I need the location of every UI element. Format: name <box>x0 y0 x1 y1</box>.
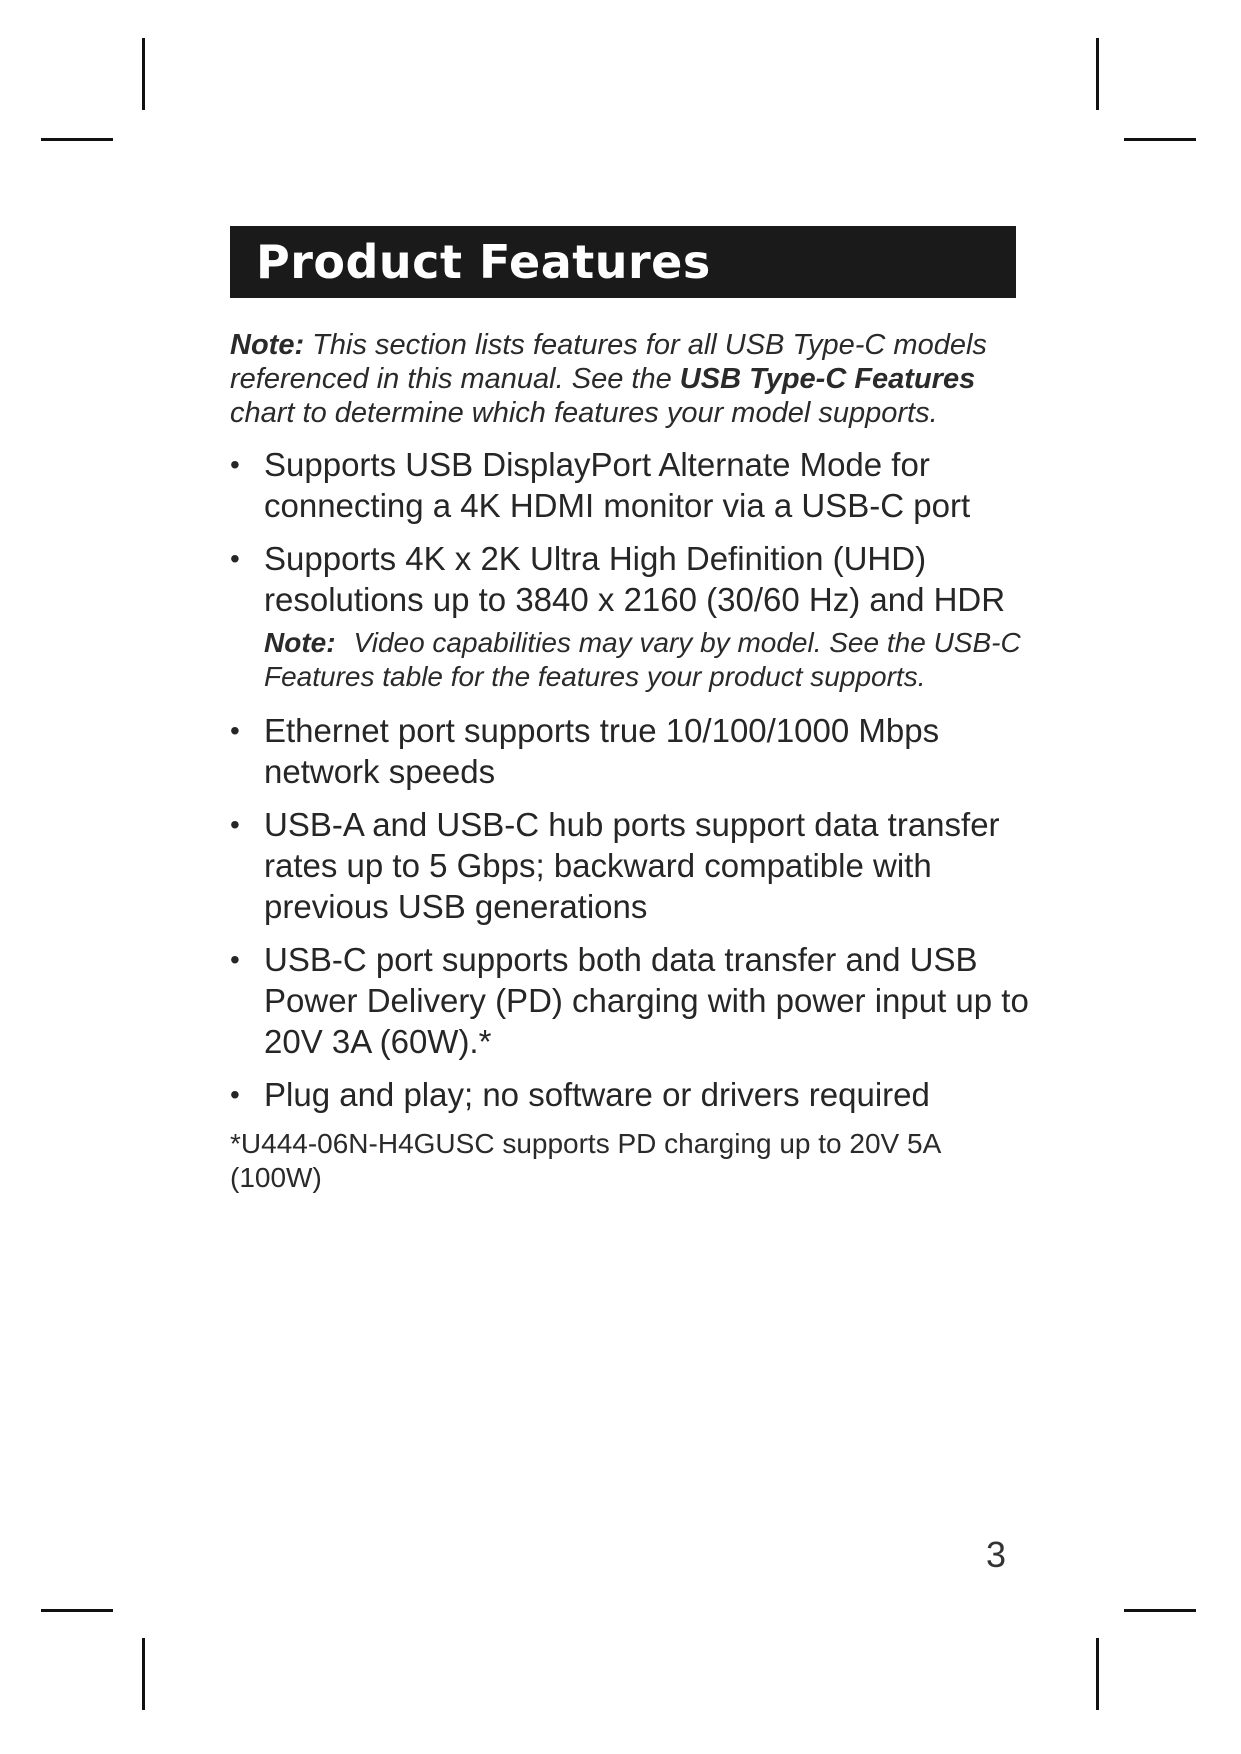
intro-note <box>230 328 1030 430</box>
subnote-text: Video capabilities may vary by model. See the USB-C Features table for the features your product supports. <box>264 627 1021 692</box>
bullet-icon: • <box>230 1079 240 1110</box>
feature-item <box>230 1074 1030 1115</box>
section-heading-bar <box>230 226 1016 298</box>
crop-mark-top-right-horizontal <box>1124 138 1196 141</box>
note-bold-reference: USB Type-C Features <box>679 363 976 395</box>
feature-text: Supports USB DisplayPort Alternate Mode for connecting a 4K HDMI monitor via a USB-C port <box>264 446 971 524</box>
video-note <box>264 626 1030 694</box>
crop-mark-bottom-left-vertical <box>142 1638 145 1710</box>
bullet-icon: • <box>230 449 240 480</box>
feature-item <box>230 538 1030 620</box>
feature-item <box>230 444 1030 526</box>
crop-mark-top-right-vertical <box>1096 38 1099 110</box>
feature-item <box>230 939 1030 1062</box>
note-text-after: chart to determine which features your model supports. <box>230 397 938 429</box>
feature-list <box>230 444 1030 620</box>
crop-mark-top-left-horizontal <box>41 138 113 141</box>
feature-text: Supports 4K x 2K Ultra High Definition (UHD) resolutions up to 3840 x 2160 (30/60 Hz) and HDR <box>264 540 1006 618</box>
feature-item <box>230 710 1030 792</box>
bullet-icon: • <box>230 543 240 574</box>
page-content <box>230 328 1030 1195</box>
crop-mark-bottom-left-horizontal <box>41 1609 113 1612</box>
feature-text: Ethernet port supports true 10/100/1000 Mbps network speeds <box>264 712 940 790</box>
subnote-label: Note: <box>264 627 336 658</box>
bullet-icon: • <box>230 809 240 840</box>
note-label: Note: <box>230 329 305 361</box>
feature-item <box>230 804 1030 927</box>
bullet-icon: • <box>230 715 240 746</box>
feature-text: Plug and play; no software or drivers required <box>264 1076 930 1113</box>
note-text-before: This section lists features for all USB Type-C models referenced in this manual. See the <box>230 329 987 395</box>
crop-mark-bottom-right-vertical <box>1096 1638 1099 1710</box>
feature-text: USB-A and USB-C hub ports support data transfer rates up to 5 Gbps; backward compatible with previous USB generations <box>264 806 1000 925</box>
page-number: 3 <box>986 1534 1007 1575</box>
crop-mark-top-left-vertical <box>142 38 145 110</box>
bullet-icon: • <box>230 944 240 975</box>
feature-text: USB-C port supports both data transfer and USB Power Delivery (PD) charging with power input up to 20V 3A (60W).* <box>264 941 1029 1060</box>
feature-list-continued <box>230 710 1030 1115</box>
crop-mark-bottom-right-horizontal <box>1124 1609 1196 1612</box>
footnote: *U444-06N-H4GUSC supports PD charging up to 20V 5A (100W) <box>230 1128 940 1193</box>
section-heading: Product Features <box>256 235 711 289</box>
